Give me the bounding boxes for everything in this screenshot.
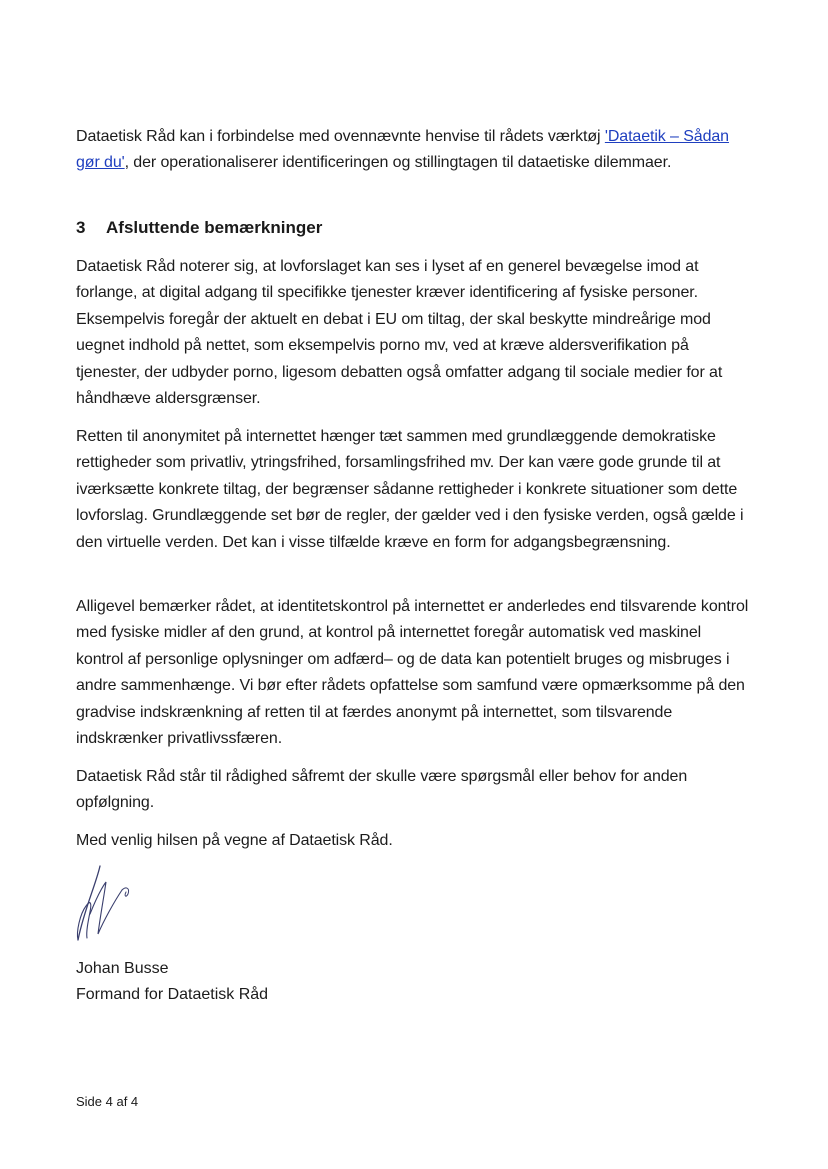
body-paragraph: Dataetisk Råd står til rådighed såfremt der skulle være spørgsmål eller behov for anden opfølgning. (76, 768, 688, 812)
signer-title: Formand for Dataetisk Råd (76, 986, 269, 1004)
intro-text-after-link: , der operationaliserer identificeringen og stillingtagen til dataetiske dilemmaer. (124, 154, 672, 172)
dataetik-tool-link[interactable]: 'Dataetik – Sådan gør du' (76, 128, 729, 172)
signer-name: Johan Busse (76, 960, 169, 977)
intro-paragraph (76, 124, 752, 177)
page-number: Side 4 af 4 (76, 1094, 139, 1109)
handwritten-signature (70, 862, 140, 944)
body-paragraph: Dataetisk Råd noterer sig, at lovforslaget kan ses i lyset af en generel bevægelse imod at forlange, at digital adgang til specifikke tjenester kræver identificering af fysiske personer. Eksempelvis foregår der aktuelt en debat i EU om tiltag, der skal beskytte mindreårige mod uegnet indhold på nettet, som eksempelvis porno mv, ved at kræve aldersverifikation på tjenester, der udbyder porno, ligesom debatten også omfatter adgang til sociale medier for at håndhæve aldersgrænser. (76, 258, 723, 408)
body-paragraph: Alligevel bemærker rådet, at identitetskontrol på internettet er anderledes end tilsvarende kontrol med fysiske midler af den grund, at kontrol på internettet foregår automatisk ved maskinel kontrol af personlige oplysninger om adfærd– og de data kan potentielt bruges og misbruges i andre sammenhænge. Vi bør efter rådets opfattelse som samfund være opmærksomme på den gradvise indskrænkning af retten til at færdes anonymt på internettet, som tilsvarende indskrænker privatlivssfæren. (76, 598, 749, 748)
signer-block (76, 956, 268, 1009)
section-title: Afsluttende bemærkninger (106, 218, 323, 237)
intro-text-before-link: Dataetisk Råd kan i forbindelse med ovennævnte henvise til rådets værktøj (76, 128, 605, 145)
section-number: 3 (76, 218, 86, 237)
section-heading (76, 215, 322, 241)
closing-greeting: Med venlig hilsen på vegne af Dataetisk Råd. (76, 832, 393, 849)
body-paragraph: Retten til anonymitet på internettet hænger tæt sammen med grundlæggende demokratiske rettigheder som privatliv, ytringsfrihed, forsamlingsfrihed mv. Der kan være gode grunde til at iværksætte konkrete tiltag, der begrænser sådanne rettigheder i konkrete situationer som dette lovforslag. Grundlæggende set bør de regler, der gælder ved i den fysiske verden, også gælde i den virtuelle verden. Det kan i visse tilfælde kræve en form for adgangsbegrænsning. (76, 428, 744, 551)
